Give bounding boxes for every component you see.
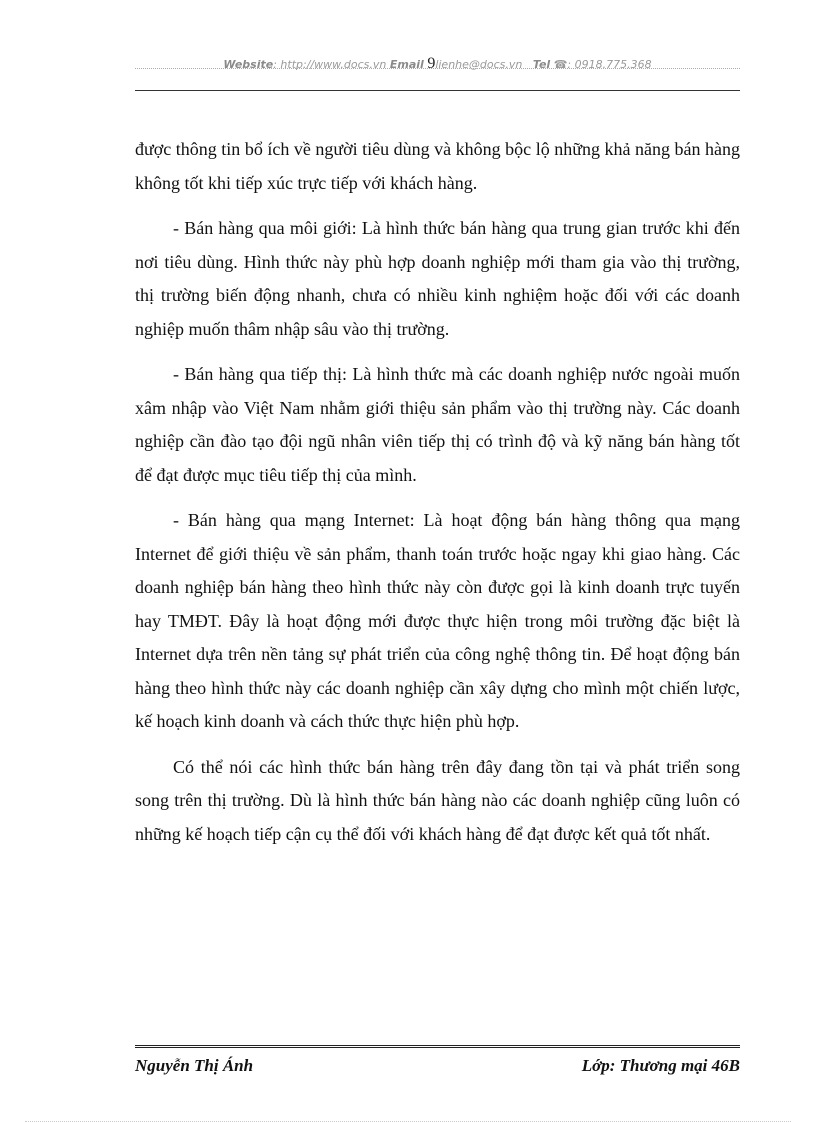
email-label: Email	[389, 58, 424, 71]
page-header	[135, 55, 740, 73]
paragraph: - Bán hàng qua tiếp thị: Là hình thức mà các doanh nghiệp nước ngoài muốn xâm nhập vào Việt Nam nhằm giới thiệu sản phẩm vào thị trường này. Các doanh nghiệp cần đào tạo đội ngũ nhân viên tiếp thị có trình độ và kỹ năng bán hàng tốt để đạt được mục tiêu tiếp thị của mình.	[135, 364, 740, 485]
header-divider	[135, 90, 740, 91]
paragraph: Có thể nói các hình thức bán hàng trên đây đang tồn tại và phát triển song song trên thị trường. Dù là hình thức bán hàng nào các doanh nghiệp cũng luôn có những kế hoạch tiếp cận cụ thể đối với khách hàng để đạt được kết quả tốt nhất.	[135, 756, 740, 844]
website-url[interactable]: : http://www.docs.vn	[273, 58, 387, 71]
footer-class: Lớp: Thương mại 46B	[581, 1056, 740, 1075]
phone-icon: ☎	[553, 58, 568, 71]
tel-label: Tel	[532, 58, 551, 71]
paragraph: - Bán hàng qua mạng Internet: Là hoạt động bán hàng thông qua mạng Internet để giới thiệu về sản phẩm, thanh toán trước hoặc ngay khi giao hàng. Các doanh nghiệp bán hàng theo hình thức này còn được gọi là kinh doanh trực tuyến hay TMĐT. Đây là hoạt động mới được thực hiện trong môi trường đặc biệt là Internet dựa trên nền tảng sự phát triển của công nghệ thông tin. Để hoạt động bán hàng theo hình thức này các doanh nghiệp cần xây dựng cho mình một chiến lược, kế hoạch kinh doanh và cách thức thực hiện phù hợp.	[135, 510, 740, 731]
page-bottom-dotted	[25, 1121, 791, 1122]
tel-number: : 0918.775.368	[567, 58, 652, 71]
footer-author: Nguyễn Thị Ánh	[135, 1056, 254, 1075]
header-dotted-divider	[135, 68, 740, 69]
email-address[interactable]: lienhe@docs.vn	[435, 58, 523, 71]
paragraph: - Bán hàng qua môi giới: Là hình thức bán hàng qua trung gian trước khi đến nơi tiêu dùng. Hình thức này phù hợp doanh nghiệp mới tham gia vào thị trường, thị trường biến động nhanh, chưa có nhiều kinh nghiệm hoặc đối với các doanh nghiệp muốn thâm nhập sâu vào thị trường.	[135, 218, 740, 339]
document-body	[135, 133, 740, 863]
page-number: 9	[427, 55, 436, 72]
paragraph: được thông tin bổ ích về người tiêu dùng và không bộc lộ những khả năng bán hàng không tốt khi tiếp xúc trực tiếp với khách hàng.	[135, 139, 740, 193]
website-label: Website	[223, 58, 274, 71]
footer-double-divider	[135, 1045, 740, 1048]
